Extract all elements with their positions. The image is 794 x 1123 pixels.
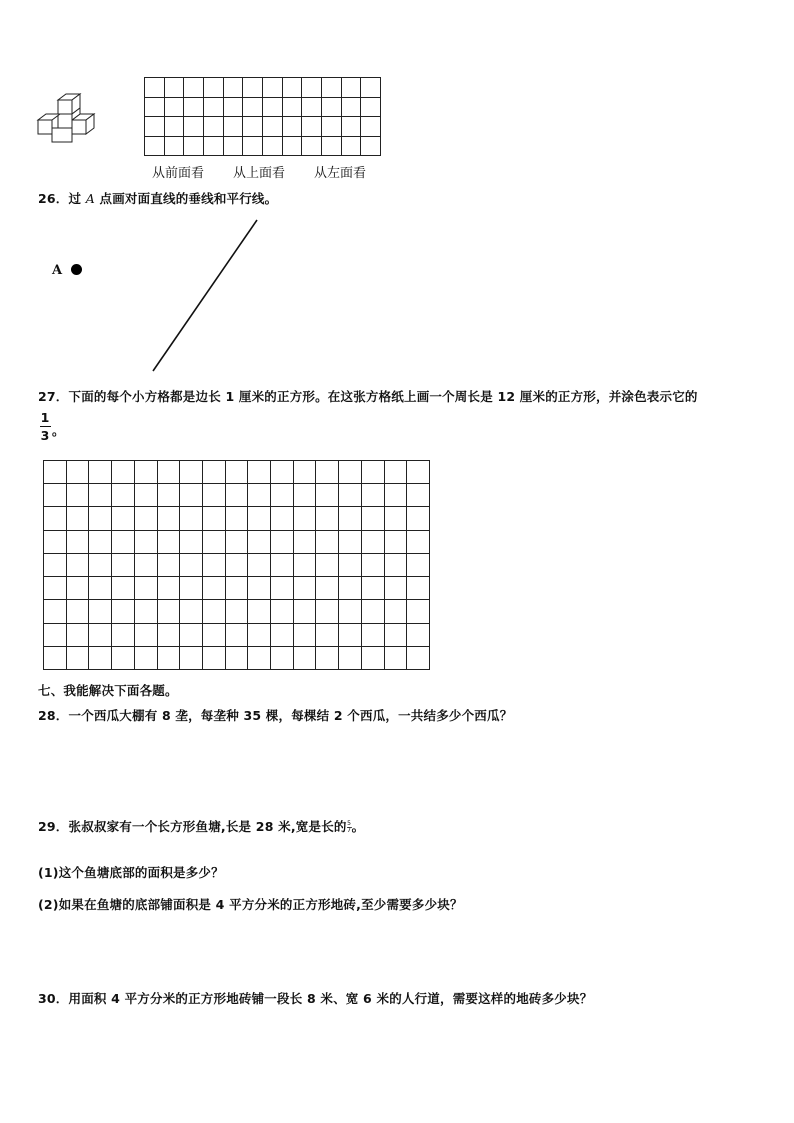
square-grid-cell[interactable]	[407, 646, 430, 669]
view-label-left: 从左面看	[314, 166, 367, 181]
views-grid-cell[interactable]	[203, 97, 223, 117]
views-grid-cell[interactable]	[243, 117, 263, 137]
views-grid-cell[interactable]	[262, 97, 282, 117]
square-grid-cell[interactable]	[44, 507, 67, 530]
square-grid-cell[interactable]	[271, 600, 294, 623]
square-grid-cell[interactable]	[157, 577, 180, 600]
views-grid-cell[interactable]	[145, 78, 165, 98]
square-grid-cell[interactable]	[407, 461, 430, 484]
q27-fraction: 1 3	[40, 410, 50, 443]
square-grid-cell[interactable]	[361, 553, 384, 576]
square-grid-cell[interactable]	[361, 600, 384, 623]
square-grid-cell[interactable]	[66, 507, 89, 530]
square-grid-cell[interactable]	[316, 461, 339, 484]
q28-question: 28．一个西瓜大棚有 8 垄，每垄种 35 棵，每棵结 2 个西瓜，一共结多少个西瓜？	[38, 708, 513, 723]
square-grid-cell[interactable]	[66, 530, 89, 553]
square-grid-cell[interactable]	[339, 553, 362, 576]
square-grid-cell[interactable]	[361, 530, 384, 553]
square-grid-cell[interactable]	[157, 484, 180, 507]
square-grid-cell[interactable]	[316, 623, 339, 646]
square-grid-cell[interactable]	[66, 461, 89, 484]
square-grid-cell[interactable]	[202, 600, 225, 623]
square-grid-cell[interactable]	[180, 530, 203, 553]
square-grid-cell[interactable]	[112, 484, 135, 507]
square-grid-cell[interactable]	[157, 623, 180, 646]
square-grid-cell[interactable]	[339, 623, 362, 646]
views-grid[interactable]	[144, 77, 381, 156]
views-grid-cell[interactable]	[145, 136, 165, 156]
q29-sub2: (2)如果在鱼塘的底部铺面积是 4 平方分米的正方形地砖,至少需要多少块？	[38, 897, 463, 912]
square-grid-cell[interactable]	[248, 553, 271, 576]
views-grid-cell[interactable]	[361, 78, 381, 98]
views-grid-cell[interactable]	[282, 78, 302, 98]
square-grid-cell[interactable]	[157, 600, 180, 623]
square-grid-cell[interactable]	[248, 484, 271, 507]
views-grid-cell[interactable]	[341, 97, 361, 117]
square-grid-cell[interactable]	[339, 507, 362, 530]
square-grid-cell[interactable]	[271, 484, 294, 507]
views-grid-cell[interactable]	[282, 97, 302, 117]
square-grid[interactable]	[43, 460, 430, 670]
square-grid-cell[interactable]	[112, 553, 135, 576]
views-grid-cell[interactable]	[341, 78, 361, 98]
square-grid-cell[interactable]	[66, 484, 89, 507]
square-grid-cell[interactable]	[44, 461, 67, 484]
square-grid-cell[interactable]	[271, 623, 294, 646]
square-grid-cell[interactable]	[339, 484, 362, 507]
square-grid-cell[interactable]	[293, 507, 316, 530]
square-grid-cell[interactable]	[112, 530, 135, 553]
q29-sub1: (1)这个鱼塘底部的面积是多少？	[38, 865, 224, 880]
square-grid-cell[interactable]	[157, 461, 180, 484]
square-grid-cell[interactable]	[316, 600, 339, 623]
square-grid-cell[interactable]	[66, 646, 89, 669]
views-grid-cell[interactable]	[243, 136, 263, 156]
square-grid-cell[interactable]	[384, 623, 407, 646]
square-grid-cell[interactable]	[180, 507, 203, 530]
square-grid-cell[interactable]	[112, 507, 135, 530]
square-grid-cell[interactable]	[293, 484, 316, 507]
square-grid-cell[interactable]	[225, 623, 248, 646]
square-grid-cell[interactable]	[316, 577, 339, 600]
square-grid-cell[interactable]	[180, 484, 203, 507]
square-grid-cell[interactable]	[316, 530, 339, 553]
square-grid-cell[interactable]	[180, 646, 203, 669]
view-label-front: 从前面看	[152, 166, 205, 181]
square-grid-cell[interactable]	[112, 577, 135, 600]
point-a-italic: A	[85, 191, 95, 206]
square-grid-cell[interactable]	[361, 461, 384, 484]
views-grid-cell[interactable]	[203, 117, 223, 137]
square-grid-cell[interactable]	[293, 461, 316, 484]
square-grid-cell[interactable]	[384, 646, 407, 669]
views-grid-cell[interactable]	[145, 97, 165, 117]
views-grid-cell[interactable]	[203, 136, 223, 156]
square-grid-cell[interactable]	[180, 623, 203, 646]
views-grid-cell[interactable]	[321, 117, 341, 137]
q29-question: 29．张叔叔家有一个长方形鱼塘,长是 28 米,宽是长的 $\frac{5}{7}$ 。	[38, 819, 365, 834]
square-grid-cell[interactable]	[157, 553, 180, 576]
square-grid-cell[interactable]	[134, 623, 157, 646]
square-grid-cell[interactable]	[384, 600, 407, 623]
square-grid-cell[interactable]	[361, 646, 384, 669]
views-grid-cell[interactable]	[164, 136, 184, 156]
square-grid-cell[interactable]	[202, 484, 225, 507]
square-grid-cell[interactable]	[271, 646, 294, 669]
square-grid-cell[interactable]	[89, 461, 112, 484]
square-grid-cell[interactable]	[157, 507, 180, 530]
square-grid-cell[interactable]	[384, 484, 407, 507]
square-grid-cell[interactable]	[248, 507, 271, 530]
square-grid-cell[interactable]	[134, 461, 157, 484]
square-grid-cell[interactable]	[112, 623, 135, 646]
square-grid-cell[interactable]	[384, 507, 407, 530]
square-grid-cell[interactable]	[225, 646, 248, 669]
square-grid-cell[interactable]	[44, 646, 67, 669]
square-grid-cell[interactable]	[202, 553, 225, 576]
square-grid-cell[interactable]	[180, 461, 203, 484]
square-grid-cell[interactable]	[157, 530, 180, 553]
square-grid-cell[interactable]	[293, 623, 316, 646]
square-grid-cell[interactable]	[316, 646, 339, 669]
square-grid-cell[interactable]	[180, 600, 203, 623]
views-grid-cell[interactable]	[243, 97, 263, 117]
square-grid-cell[interactable]	[225, 600, 248, 623]
square-grid-cell[interactable]	[89, 646, 112, 669]
views-grid-cell[interactable]	[184, 97, 204, 117]
square-grid-cell[interactable]	[248, 577, 271, 600]
square-grid-cell[interactable]	[293, 600, 316, 623]
section-heading: 七、我能解决下面各题。	[38, 683, 178, 698]
square-grid-cell[interactable]	[339, 461, 362, 484]
square-grid-cell[interactable]	[271, 553, 294, 576]
square-grid-cell[interactable]	[271, 577, 294, 600]
square-grid-cell[interactable]	[89, 530, 112, 553]
square-grid-cell[interactable]	[293, 646, 316, 669]
square-grid-cell[interactable]	[66, 623, 89, 646]
square-grid-cell[interactable]	[89, 623, 112, 646]
square-grid-cell[interactable]	[44, 553, 67, 576]
square-grid-cell[interactable]	[134, 646, 157, 669]
cube-stack-figure	[36, 92, 108, 148]
square-grid-cell[interactable]	[407, 600, 430, 623]
square-grid-cell[interactable]	[134, 577, 157, 600]
square-grid-cell[interactable]	[202, 530, 225, 553]
square-grid-cell[interactable]	[248, 461, 271, 484]
square-grid-cell[interactable]	[134, 600, 157, 623]
square-grid-cell[interactable]	[202, 507, 225, 530]
square-grid-cell[interactable]	[44, 577, 67, 600]
square-grid-cell[interactable]	[134, 507, 157, 530]
square-grid-cell[interactable]	[248, 646, 271, 669]
square-grid-cell[interactable]	[180, 553, 203, 576]
views-grid-cell[interactable]	[243, 78, 263, 98]
square-grid-cell[interactable]	[225, 461, 248, 484]
square-grid-cell[interactable]	[407, 623, 430, 646]
square-grid-cell[interactable]	[339, 577, 362, 600]
square-grid-cell[interactable]	[361, 623, 384, 646]
q26-question: 26．过 A 点画对面直线的垂线和平行线。	[38, 191, 278, 206]
square-grid-cell[interactable]	[66, 553, 89, 576]
square-grid-cell[interactable]	[225, 530, 248, 553]
square-grid-cell[interactable]	[339, 530, 362, 553]
square-grid-cell[interactable]	[66, 577, 89, 600]
square-grid-cell[interactable]	[339, 646, 362, 669]
square-grid-cell[interactable]	[293, 577, 316, 600]
square-grid-cell[interactable]	[361, 484, 384, 507]
square-grid-cell[interactable]	[248, 530, 271, 553]
square-grid-cell[interactable]	[384, 553, 407, 576]
square-grid-cell[interactable]	[271, 461, 294, 484]
square-grid-cell[interactable]	[157, 646, 180, 669]
square-grid-cell[interactable]	[225, 553, 248, 576]
views-grid-cell[interactable]	[341, 117, 361, 137]
point-a-dot	[71, 264, 82, 275]
views-grid-cell[interactable]	[361, 136, 381, 156]
views-grid-cell[interactable]	[321, 136, 341, 156]
square-grid-cell[interactable]	[248, 623, 271, 646]
square-grid-cell[interactable]	[112, 646, 135, 669]
views-grid-cell[interactable]	[184, 136, 204, 156]
views-grid-cell[interactable]	[282, 117, 302, 137]
square-grid-cell[interactable]	[44, 484, 67, 507]
square-grid-cell[interactable]	[271, 530, 294, 553]
square-grid-cell[interactable]	[134, 484, 157, 507]
views-grid-cell[interactable]	[184, 117, 204, 137]
views-grid-cell[interactable]	[321, 97, 341, 117]
q27-question: 27．下面的每个小方格都是边长 1 厘米的正方形。在这张方格纸上画一个周长是 12 厘米的正方形，并涂色表示它的	[38, 389, 698, 404]
views-grid-cell[interactable]	[223, 136, 243, 156]
views-grid-cell[interactable]	[145, 117, 165, 137]
views-grid-cell[interactable]	[302, 97, 322, 117]
square-grid-cell[interactable]	[271, 507, 294, 530]
square-grid-cell[interactable]	[89, 484, 112, 507]
square-grid-cell[interactable]	[89, 553, 112, 576]
views-grid-cell[interactable]	[302, 117, 322, 137]
views-grid-cell[interactable]	[262, 117, 282, 137]
q29-fraction: $\frac{5}{7}$	[347, 820, 352, 834]
square-grid-cell[interactable]	[407, 507, 430, 530]
square-grid-cell[interactable]	[202, 461, 225, 484]
square-grid-cell[interactable]	[134, 553, 157, 576]
square-grid-cell[interactable]	[361, 577, 384, 600]
square-grid-cell[interactable]	[66, 600, 89, 623]
view-label-top: 从上面看	[233, 166, 286, 181]
views-grid-cell[interactable]	[321, 78, 341, 98]
views-grid-cell[interactable]	[282, 136, 302, 156]
square-grid-cell[interactable]	[44, 600, 67, 623]
square-grid-cell[interactable]	[202, 623, 225, 646]
square-grid-cell[interactable]	[293, 553, 316, 576]
views-grid-cell[interactable]	[302, 136, 322, 156]
square-grid-cell[interactable]	[112, 461, 135, 484]
views-grid-cell[interactable]	[164, 97, 184, 117]
views-grid-cell[interactable]	[223, 117, 243, 137]
views-grid-cell[interactable]	[262, 78, 282, 98]
square-grid-cell[interactable]	[248, 600, 271, 623]
square-grid-cell[interactable]	[89, 577, 112, 600]
square-grid-cell[interactable]	[44, 530, 67, 553]
square-grid-cell[interactable]	[89, 600, 112, 623]
square-grid-cell[interactable]	[225, 507, 248, 530]
square-grid-cell[interactable]	[225, 484, 248, 507]
views-grid-cell[interactable]	[203, 78, 223, 98]
square-grid-cell[interactable]	[407, 530, 430, 553]
q27-end-mark: 。	[52, 423, 65, 438]
square-grid-cell[interactable]	[202, 577, 225, 600]
views-grid-cell[interactable]	[361, 97, 381, 117]
views-grid-cell[interactable]	[223, 78, 243, 98]
square-grid-cell[interactable]	[225, 577, 248, 600]
views-grid-cell[interactable]	[262, 136, 282, 156]
square-grid-cell[interactable]	[316, 484, 339, 507]
square-grid-cell[interactable]	[339, 600, 362, 623]
views-grid-cell[interactable]	[164, 78, 184, 98]
views-grid-cell[interactable]	[302, 78, 322, 98]
square-grid-cell[interactable]	[361, 507, 384, 530]
q30-question: 30．用面积 4 平方分米的正方形地砖铺一段长 8 米、宽 6 米的人行道，需要这样的地砖多少块？	[38, 991, 593, 1006]
square-grid-cell[interactable]	[180, 577, 203, 600]
square-grid-cell[interactable]	[384, 577, 407, 600]
square-grid-cell[interactable]	[134, 530, 157, 553]
square-grid-cell[interactable]	[112, 600, 135, 623]
square-grid-cell[interactable]	[44, 623, 67, 646]
square-grid-cell[interactable]	[407, 484, 430, 507]
views-grid-cell[interactable]	[164, 117, 184, 137]
square-grid-cell[interactable]	[316, 553, 339, 576]
square-grid-cell[interactable]	[384, 461, 407, 484]
square-grid-cell[interactable]	[384, 530, 407, 553]
views-grid-cell[interactable]	[223, 97, 243, 117]
square-grid-cell[interactable]	[407, 553, 430, 576]
views-grid-cell[interactable]	[184, 78, 204, 98]
point-a-label: A	[52, 263, 63, 278]
views-grid-cell[interactable]	[341, 136, 361, 156]
square-grid-cell[interactable]	[202, 646, 225, 669]
square-grid-cell[interactable]	[293, 530, 316, 553]
square-grid-cell[interactable]	[316, 507, 339, 530]
views-grid-cell[interactable]	[361, 117, 381, 137]
reference-line	[150, 218, 260, 374]
square-grid-cell[interactable]	[407, 577, 430, 600]
square-grid-cell[interactable]	[89, 507, 112, 530]
